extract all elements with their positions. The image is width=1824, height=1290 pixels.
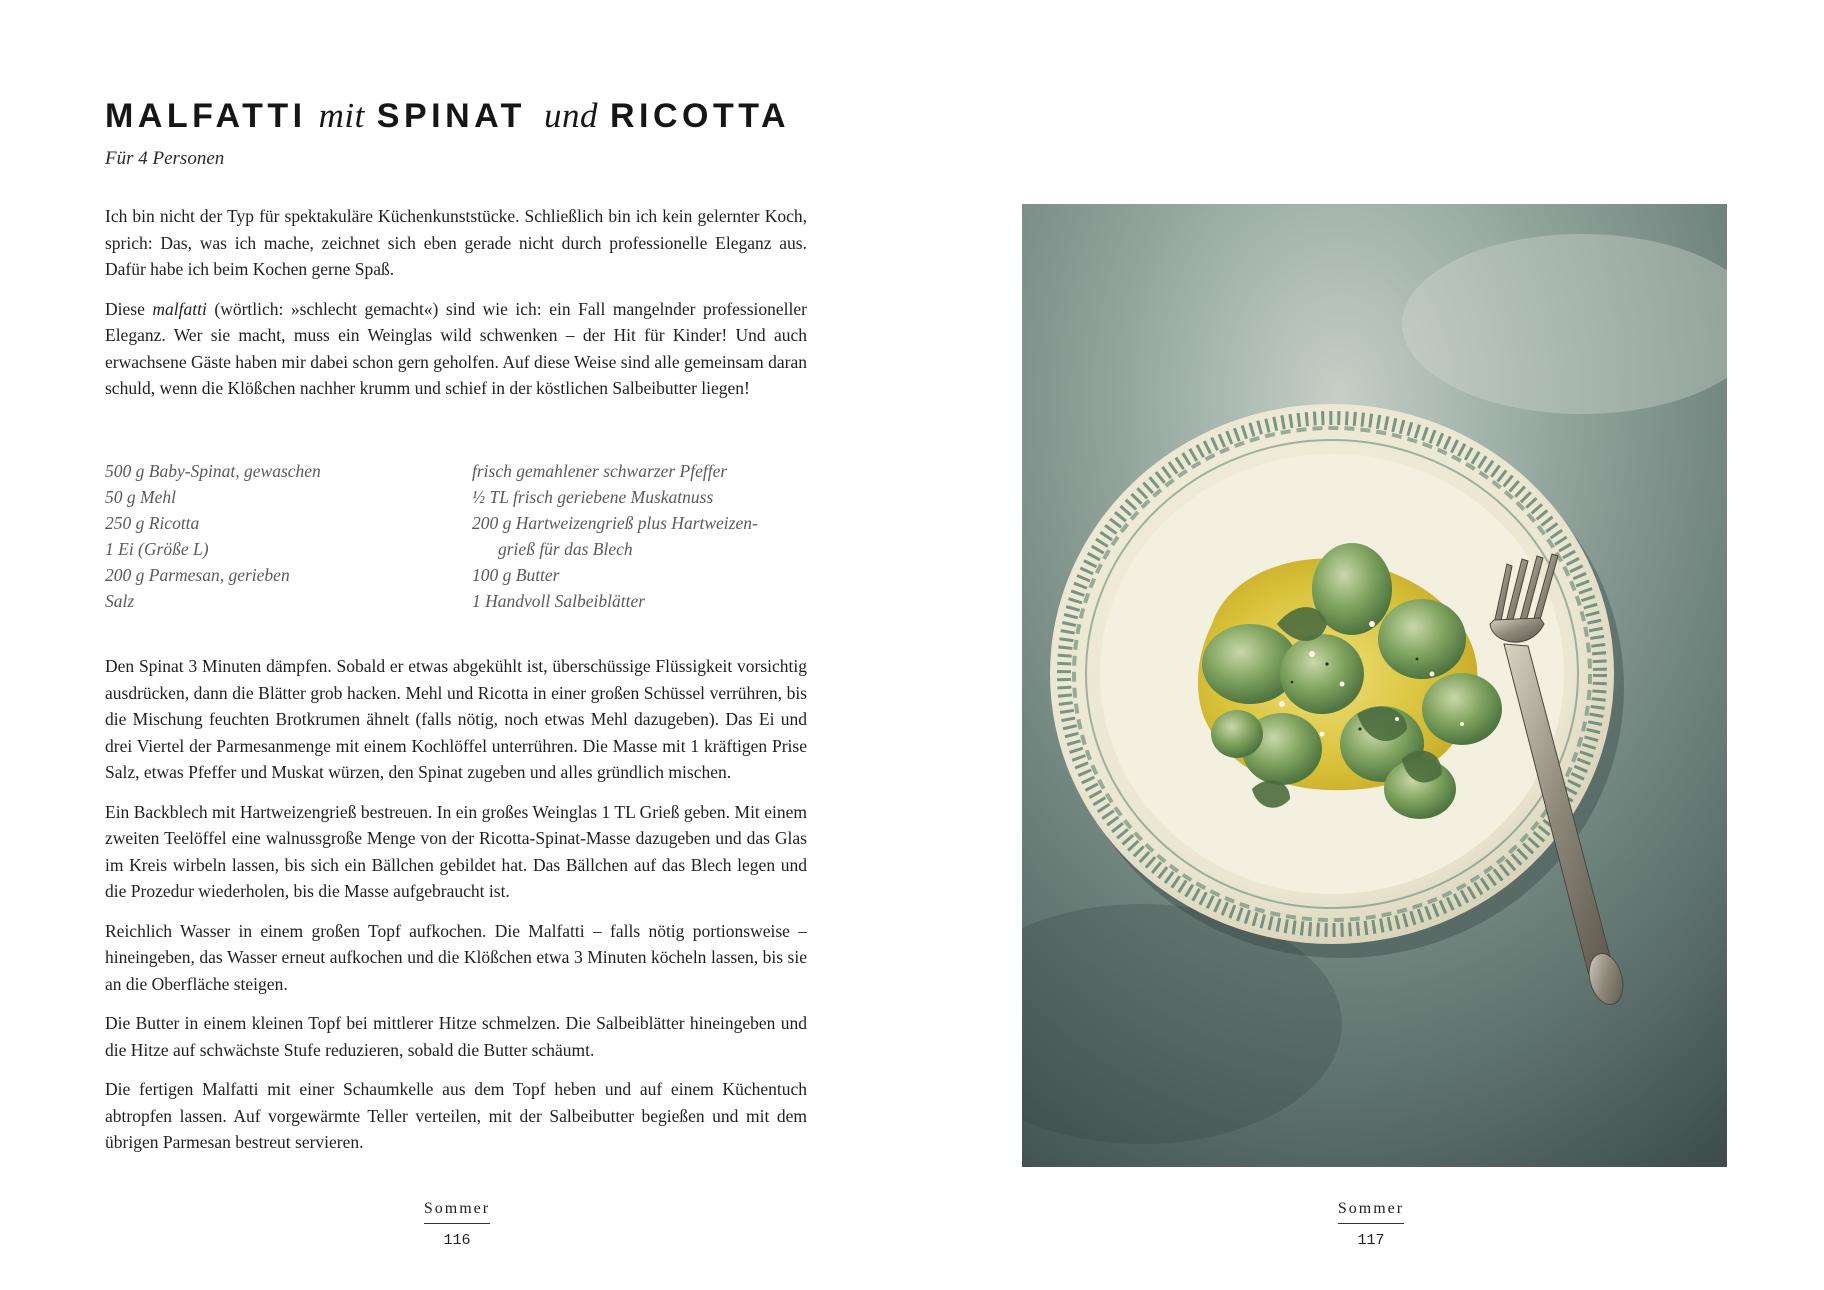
ingredient-item: ½ TL frisch geriebene Muskatnuss xyxy=(472,487,714,507)
section-name: Sommer xyxy=(1338,1198,1404,1224)
servings-line: Für 4 Personen xyxy=(105,148,225,169)
title-part-spinat: SPINAT xyxy=(376,97,526,135)
page-number: 117 xyxy=(1357,1232,1385,1249)
method-step: Die fertigen Malfatti mit einer Schaumkelle aus dem Topf heben und auf einem Küchentuch abtropfen lassen. Auf vorgewärmte Teller verteilen, mit der Salbeibutter begießen und mit dem übrigen Parmesan bestreut servieren. xyxy=(105,1079,807,1152)
ingredient-item: 1 Handvoll Salbeiblätter xyxy=(472,591,646,611)
ingredient-item: 200 g Parmesan, gerieben xyxy=(105,565,290,585)
ingredient-item: 500 g Baby-Spinat, gewaschen xyxy=(105,461,321,481)
method-step: Den Spinat 3 Minuten dämpfen. Sobald er etwas abgekühlt ist, überschüssige Flüssigkeit vorsichtig ausdrücken, dann die Blätter grob hacken. Mehl und Ricotta in einer großen Schüssel verrühren, bis die Mischung feuchten Brotkrumen ähnelt (falls nötig, noch etwas Mehl dazugeben). Das Ei und drei Viertel der Parmesanmenge mit einem Kochlöffel unterrühren. Die Masse mit 1 kräftigen Prise Salz, etwas Pfeffer und Muskat würzen, den Spinat zugeben und alles gründlich mischen. xyxy=(105,656,807,782)
intro-paragraph: Ich bin nicht der Typ für spektakuläre Küchenkunststücke. Schließlich bin ich kein gelernter Koch, sprich: Das, was ich mache, zeichnet sich eben gerade nicht durch professionelle Eleganz aus. Dafür habe ich beim Kochen gerne Spaß. xyxy=(105,206,807,279)
ingredient-item: 250 g Ricotta xyxy=(105,513,200,533)
title-part-ricotta: RICOTTA xyxy=(609,97,791,135)
ingredient-item: 200 g Hartweizengrieß plus Hartweizen- xyxy=(472,513,758,533)
plate-illustration xyxy=(1022,204,1727,1167)
title-join-und: und xyxy=(543,96,598,135)
intro-paragraph: Diese malfatti (wörtlich: »schlecht gemacht«) sind wie ich: ein Fall mangelnder professioneller Eleganz. Wer sie macht, muss ein Weinglas wild schwenken – der Hit für Kinder! Und auch erwachsene Gäste haben mir dabei schon gern geholfen. Auf diese Weise sind alle gemeinsam daran schuld, wenn die Klößchen nachher krumm und schief in der köstlichen Salbeibutter liegen! xyxy=(105,298,807,398)
ingredient-item: 100 g Butter xyxy=(472,565,560,585)
ingredient-item: 50 g Mehl xyxy=(105,487,176,507)
page-footer-right xyxy=(1321,1198,1421,1252)
malfatti-emphasis: malfatti xyxy=(152,298,207,319)
ingredient-item: Salz xyxy=(105,591,135,611)
page-footer-left xyxy=(407,1198,507,1252)
ingredient-list-left xyxy=(105,458,455,614)
right-page xyxy=(912,0,1824,1290)
page-number: 116 xyxy=(443,1232,471,1249)
ingredient-list-right xyxy=(472,458,812,614)
ingredient-item-continuation: grieß für das Blech xyxy=(498,539,633,559)
title-part-malfatti: MALFATTI xyxy=(105,97,307,135)
ingredient-item: frisch gemahlener schwarzer Pfeffer xyxy=(472,461,728,481)
method-step: Reichlich Wasser in einem großen Topf aufkochen. Die Malfatti – falls nötig portionsweise – hineingeben, das Wasser erneut aufkochen und die Klößchen etwa 3 Minuten köcheln lassen, bis sie an die Oberfläche steigen. xyxy=(105,920,807,994)
dish-photo xyxy=(1022,204,1727,1167)
title-join-mit: mit xyxy=(318,96,365,135)
section-name: Sommer xyxy=(424,1198,490,1224)
intro-text xyxy=(105,203,807,415)
method-text xyxy=(105,653,807,1169)
method-step: Die Butter in einem kleinen Topf bei mittlerer Hitze schmelzen. Die Salbeiblätter hineingeben und die Hitze auf schwächste Stufe reduzieren, sobald die Butter schäumt. xyxy=(105,1013,807,1060)
method-step: Ein Backblech mit Hartweizengrieß bestreuen. In ein großes Weinglas 1 TL Grieß geben. Mit einem zweiten Teelöffel eine walnussgroße Menge von der Ricotta-Spinat-Masse dazugeben und das Glas im Kreis wirbeln lassen, bis sich ein Bällchen gebildet hat. Das Bällchen auf das Blech legen und die Prozedur wiederholen, bis die Masse aufgebraucht ist. xyxy=(105,801,807,901)
ingredient-item: 1 Ei (Größe L) xyxy=(105,539,209,559)
recipe-title xyxy=(105,94,790,139)
